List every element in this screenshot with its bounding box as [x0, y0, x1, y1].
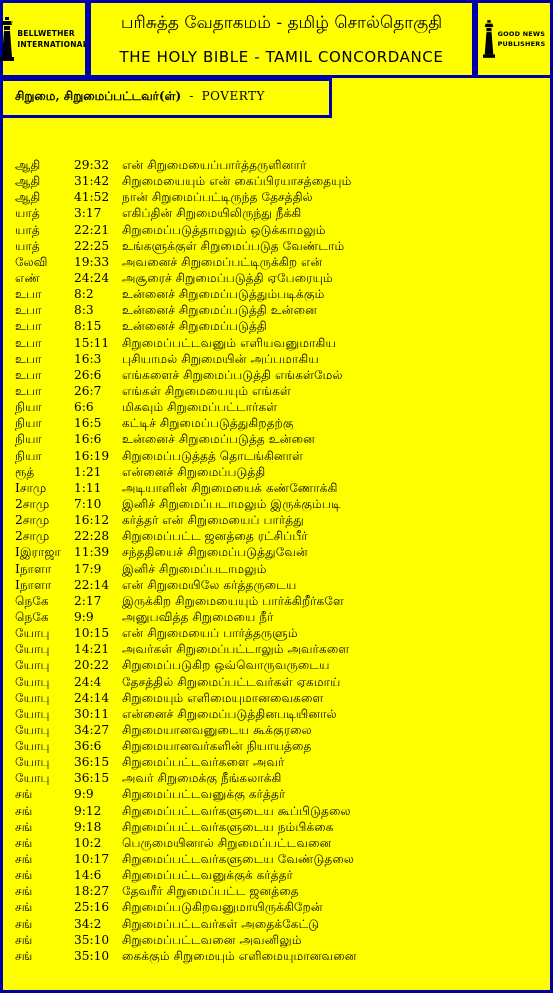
list-item: [0, 754, 553, 770]
verse-excerpt: சிறுமைப்பட்டவனும் எளியவனுமாகிய: [122, 335, 336, 350]
verse-reference: 16:6: [74, 432, 102, 447]
book-abbrev: யோபு: [15, 755, 50, 770]
list-item: [0, 738, 553, 754]
publisher-left-line1: BELLWETHER: [17, 29, 75, 38]
list-item: [0, 867, 553, 883]
list-item: [0, 464, 553, 480]
list-item: [0, 496, 553, 512]
list-item: [0, 318, 553, 334]
list-item: [0, 819, 553, 835]
verse-excerpt: உன்னைச் சிறுமைப்படுத்தி: [122, 319, 267, 334]
verse-excerpt: சிறுமைப்பட்டவர்களுடைய வேண்டுதலை: [122, 852, 355, 867]
verse-reference: 35:10: [74, 932, 110, 947]
verse-reference: 26:6: [74, 367, 102, 382]
book-abbrev: Iநாளா: [15, 577, 52, 592]
book-abbrev: Iநாளா: [15, 561, 52, 576]
verse-excerpt: உங்களுக்குள் சிறுமைப்படுத வேண்டாம்: [122, 238, 345, 253]
verse-excerpt: சந்ததியைச் சிறுமைப்படுத்துவேன்: [122, 545, 308, 560]
book-abbrev: உபா: [15, 383, 42, 398]
book-abbrev: ரூத்: [15, 464, 35, 479]
verse-excerpt: என்னைச் சிறுமைப்படுத்தி: [122, 464, 266, 479]
verse-reference: 9:9: [74, 787, 94, 802]
book-abbrev: நியா: [15, 432, 42, 447]
verse-excerpt: சிறுமைப்பட்ட ஜனத்தை ரட்சிப்பீர்: [122, 529, 308, 544]
book-abbrev: சங்: [15, 884, 33, 899]
book-abbrev: நெகே: [15, 593, 49, 608]
list-item: [0, 674, 553, 690]
book-abbrev: யோபு: [15, 771, 50, 786]
verse-excerpt: எங்களைச் சிறுமைப்படுத்தி எங்கள்மேல்: [122, 367, 343, 382]
verse-excerpt: கர்த்தர் என் சிறுமையைப் பார்த்து: [122, 513, 304, 528]
list-item: [0, 157, 553, 173]
verse-reference: 22:28: [74, 529, 110, 544]
book-abbrev: யோபு: [15, 674, 50, 689]
book-abbrev: நியா: [15, 400, 42, 415]
verse-excerpt: சிறுமைப்படுகிறவனுமாயிருக்கிறேன்: [122, 900, 323, 915]
topic-heading-box: [0, 78, 332, 118]
list-item: [0, 561, 553, 577]
book-abbrev: நெகே: [15, 609, 49, 624]
verse-reference: 16:19: [74, 448, 110, 463]
verse-reference: 14:6: [74, 868, 102, 883]
book-abbrev: ஆதி: [15, 190, 41, 205]
book-abbrev: நியா: [15, 448, 42, 463]
verse-excerpt: சிறுமையானவனுடைய கூக்குரலை: [122, 722, 312, 737]
lighthouse-icon: [483, 17, 495, 61]
verse-excerpt: சிறுமைப்பட்டவர்களுடைய கூப்பிடுதலை: [122, 803, 351, 818]
verse-excerpt: சிறுமைப்பட்டவனுக்குக் கர்த்தர்: [122, 868, 294, 883]
publisher-logo-left: [0, 0, 88, 78]
book-abbrev: உபா: [15, 319, 42, 334]
book-abbrev: சங்: [15, 835, 33, 850]
verse-reference: 16:5: [74, 416, 102, 431]
topic-heading: [15, 89, 265, 105]
list-item: [0, 690, 553, 706]
list-item: [0, 415, 553, 431]
verse-excerpt: அடியாளின் சிறுமையைக் கண்ணோக்கி: [122, 480, 338, 495]
verse-reference: 9:18: [74, 819, 102, 834]
list-item: [0, 448, 553, 464]
book-abbrev: சங்: [15, 948, 33, 963]
verse-excerpt: என்னைச் சிறுமைப்படுத்தினபடியினால்: [122, 706, 337, 721]
list-item: [0, 431, 553, 447]
list-item: [0, 706, 553, 722]
verse-reference: 16:3: [74, 351, 102, 366]
book-abbrev: யோபு: [15, 642, 50, 657]
verse-excerpt: இனிச் சிறுமைப்படாமலும் இருக்கும்படி: [122, 496, 341, 511]
verse-excerpt: இனிச் சிறுமைப்படாமலும்: [122, 561, 267, 576]
book-abbrev: சங்: [15, 900, 33, 915]
concordance-list: [0, 157, 553, 964]
topic-tamil: சிறுமை, சிறுமைப்பட்டவர்(ள்): [15, 89, 182, 103]
list-item: [0, 593, 553, 609]
verse-excerpt: உன்னைச் சிறுமைப்படுத்த உன்னை: [122, 432, 315, 447]
verse-excerpt: என் சிறுமையைப் பார்த்தருளும்: [122, 626, 298, 641]
list-item: [0, 222, 553, 238]
verse-reference: 18:27: [74, 884, 110, 899]
verse-excerpt: அவர்கள் சிறுமைப்பட்டாலும் அவர்களை: [122, 642, 350, 657]
verse-reference: 2:17: [74, 593, 102, 608]
list-item: [0, 254, 553, 270]
publisher-right-line2: PUBLISHERS: [497, 40, 546, 48]
topic-english: POVERTY: [201, 89, 265, 103]
verse-excerpt: சிறுமைப்படுத்தத் தொடங்கினாள்: [122, 448, 304, 463]
verse-excerpt: சிறுமைப்பட்டவர்களை அவர்: [122, 755, 285, 770]
book-abbrev: உபா: [15, 303, 42, 318]
verse-excerpt: எகிப்தின் சிறுமையிலிருந்து நீக்கி: [122, 206, 302, 221]
verse-excerpt: சிறுமையும் எளிமையுமானவைகளை: [122, 690, 324, 705]
list-item: [0, 835, 553, 851]
list-item: [0, 916, 553, 932]
book-abbrev: சங்: [15, 803, 33, 818]
verse-reference: 9:9: [74, 609, 94, 624]
verse-reference: 41:52: [74, 190, 110, 205]
list-item: [0, 641, 553, 657]
book-abbrev: Iஇராஜா: [15, 545, 61, 560]
verse-excerpt: புசியாமல் சிறுமையின் அப்பமாகிய: [122, 351, 319, 366]
verse-excerpt: சிறுமைப்பட்டவனை அவனிலும்: [122, 932, 302, 947]
list-item: [0, 803, 553, 819]
title-banner: [88, 0, 475, 78]
verse-excerpt: கட்டிச் சிறுமைப்படுத்துகிறதற்கு: [122, 416, 294, 431]
verse-excerpt: என் சிறுமையைப்பார்த்தருளினார்: [122, 158, 307, 172]
verse-reference: 7:10: [74, 496, 102, 511]
verse-reference: 30:11: [74, 706, 110, 721]
verse-reference: 34:27: [74, 722, 110, 737]
book-abbrev: சங்: [15, 852, 33, 867]
verse-excerpt: நான் சிறுமைப்பட்டிருந்த தேசத்தில்: [122, 190, 313, 205]
book-abbrev: யோபு: [15, 722, 50, 737]
book-abbrev: ஆதி: [15, 158, 41, 172]
book-abbrev: சங்: [15, 787, 33, 802]
list-item: [0, 883, 553, 899]
list-item: [0, 189, 553, 205]
book-abbrev: உபா: [15, 287, 42, 302]
list-item: [0, 851, 553, 867]
verse-reference: 10:15: [74, 626, 110, 641]
verse-excerpt: சிறுமைப்படுத்தாமலும் ஒடுக்காமலும்: [122, 222, 326, 237]
verse-reference: 34:2: [74, 916, 102, 931]
verse-reference: 10:17: [74, 852, 110, 867]
verse-reference: 17:9: [74, 561, 102, 576]
list-item: [0, 528, 553, 544]
list-item: [0, 351, 553, 367]
topic-dash: -: [189, 89, 194, 103]
book-abbrev: யாத்: [15, 206, 40, 221]
list-item: [0, 399, 553, 415]
list-item: [0, 173, 553, 189]
book-abbrev: யோபு: [15, 626, 50, 641]
book-abbrev: நியா: [15, 416, 42, 431]
list-item: [0, 367, 553, 383]
verse-excerpt: அனுபவித்த சிறுமையை நீர்: [122, 609, 274, 624]
verse-excerpt: எங்கள் சிறுமையையும் எங்கள்: [122, 383, 292, 398]
book-abbrev: யோபு: [15, 658, 50, 673]
verse-reference: 24:4: [74, 674, 102, 689]
verse-reference: 16:12: [74, 513, 110, 528]
book-abbrev: யாத்: [15, 222, 40, 237]
book-abbrev: 2சாமு: [15, 529, 50, 544]
lighthouse-icon: [0, 17, 14, 61]
book-abbrev: Iசாமு: [15, 480, 47, 495]
publisher-right-line1: GOOD NEWS: [497, 30, 546, 38]
verse-reference: 31:42: [74, 174, 110, 189]
verse-excerpt: சிறுமைப்படுகிற ஒவ்வொருவருடைய: [122, 658, 330, 673]
verse-reference: 1:11: [74, 480, 102, 495]
verse-excerpt: தேவரீர் சிறுமைப்பட்ட ஜனத்தை: [122, 884, 299, 899]
verse-reference: 24:14: [74, 690, 110, 705]
verse-excerpt: தேசத்தில் சிறுமைப்பட்டவர்கள் ஏகமாய்: [122, 674, 341, 689]
verse-reference: 29:32: [74, 158, 110, 172]
verse-reference: 35:10: [74, 948, 110, 963]
book-abbrev: சங்: [15, 916, 33, 931]
verse-excerpt: சிறுமையையும் என் கைப்பிரயாசத்தையும்: [122, 174, 352, 189]
verse-excerpt: அவர் சிறுமைக்கு நீங்கலாக்கி: [122, 771, 282, 786]
list-item: [0, 302, 553, 318]
verse-reference: 15:11: [74, 335, 110, 350]
verse-excerpt: சிறுமைப்பட்டவர்கள் அதைக்கேட்டு: [122, 916, 320, 931]
list-item: [0, 786, 553, 802]
verse-excerpt: இருக்கிற சிறுமையையும் பார்க்கிறீர்களே: [122, 593, 344, 608]
verse-reference: 14:21: [74, 642, 110, 657]
verse-reference: 25:16: [74, 900, 110, 915]
book-abbrev: உபா: [15, 367, 42, 382]
list-item: [0, 480, 553, 496]
publisher-left-line2: INTERNATIONAL: [17, 40, 88, 49]
list-item: [0, 383, 553, 399]
verse-reference: 22:21: [74, 222, 110, 237]
list-item: [0, 899, 553, 915]
book-abbrev: யோபு: [15, 706, 50, 721]
list-item: [0, 625, 553, 641]
verse-excerpt: சிறுமைப்பட்டவர்களுடைய நம்பிக்கை: [122, 819, 334, 834]
book-abbrev: யோபு: [15, 739, 50, 754]
verse-reference: 1:21: [74, 464, 102, 479]
verse-reference: 26:7: [74, 383, 102, 398]
book-abbrev: எண்: [15, 270, 41, 285]
verse-excerpt: கைக்கும் சிறுமையும் எளிமையுமானவனை: [122, 948, 357, 963]
book-abbrev: உபா: [15, 335, 42, 350]
verse-reference: 36:15: [74, 771, 110, 786]
book-abbrev: ஆதி: [15, 174, 41, 189]
book-abbrev: சங்: [15, 868, 33, 883]
verse-reference: 22:25: [74, 238, 110, 253]
verse-excerpt: சிறுமைப்பட்டவனுக்கு கர்த்தர்: [122, 787, 286, 802]
verse-excerpt: பெருமையினால் சிறுமைப்பட்டவனை: [122, 835, 332, 850]
list-item: [0, 577, 553, 593]
book-abbrev: யோபு: [15, 690, 50, 705]
book-abbrev: யாத்: [15, 238, 40, 253]
book-abbrev: லேவி: [15, 254, 48, 269]
verse-excerpt: அவனைச் சிறுமைப்பட்டிருக்கிற என்: [122, 254, 323, 269]
list-item: [0, 609, 553, 625]
verse-reference: 36:6: [74, 739, 102, 754]
title-tamil: பரிசுத்த வேதாகமம் - தமிழ் சொல்தொகுதி: [120, 13, 443, 33]
verse-reference: 6:6: [74, 400, 94, 415]
list-item: [0, 512, 553, 528]
verse-reference: 8:3: [74, 303, 94, 318]
verse-reference: 8:15: [74, 319, 102, 334]
verse-reference: 10:2: [74, 835, 102, 850]
verse-reference: 11:39: [74, 545, 110, 560]
list-item: [0, 286, 553, 302]
verse-excerpt: உன்னைச் சிறுமைப்படுத்தி உன்னை: [122, 303, 317, 318]
list-item: [0, 657, 553, 673]
verse-reference: 9:12: [74, 803, 102, 818]
list-item: [0, 722, 553, 738]
verse-reference: 19:33: [74, 254, 110, 269]
verse-reference: 36:15: [74, 755, 110, 770]
verse-reference: 24:24: [74, 270, 110, 285]
verse-excerpt: சிறுமையானவர்களின் நியாயத்தை: [122, 739, 312, 754]
list-item: [0, 932, 553, 948]
list-item: [0, 770, 553, 786]
verse-excerpt: அசூரைச் சிறுமைப்படுத்தி ஏபேரையும்: [122, 270, 333, 285]
list-item: [0, 238, 553, 254]
book-abbrev: உபா: [15, 351, 42, 366]
book-abbrev: 2சாமு: [15, 513, 50, 528]
book-abbrev: 2சாமு: [15, 496, 50, 511]
verse-reference: 8:2: [74, 287, 94, 302]
list-item: [0, 205, 553, 221]
list-item: [0, 270, 553, 286]
verse-excerpt: உன்னைச் சிறுமைப்படுத்தும்படிக்கும்: [122, 287, 325, 302]
title-english: THE HOLY BIBLE - TAMIL CONCORDANCE: [119, 48, 444, 66]
verse-reference: 22:14: [74, 577, 110, 592]
book-abbrev: சங்: [15, 819, 33, 834]
verse-excerpt: மிகவும் சிறுமைப்பட்டார்கள்: [122, 400, 278, 415]
verse-excerpt: என் சிறுமையிலே கர்த்தருடைய: [122, 577, 297, 592]
verse-reference: 3:17: [74, 206, 102, 221]
list-item: [0, 335, 553, 351]
publisher-logo-right: [475, 0, 553, 78]
verse-reference: 20:22: [74, 658, 110, 673]
book-abbrev: சங்: [15, 932, 33, 947]
list-item: [0, 948, 553, 964]
list-item: [0, 544, 553, 560]
